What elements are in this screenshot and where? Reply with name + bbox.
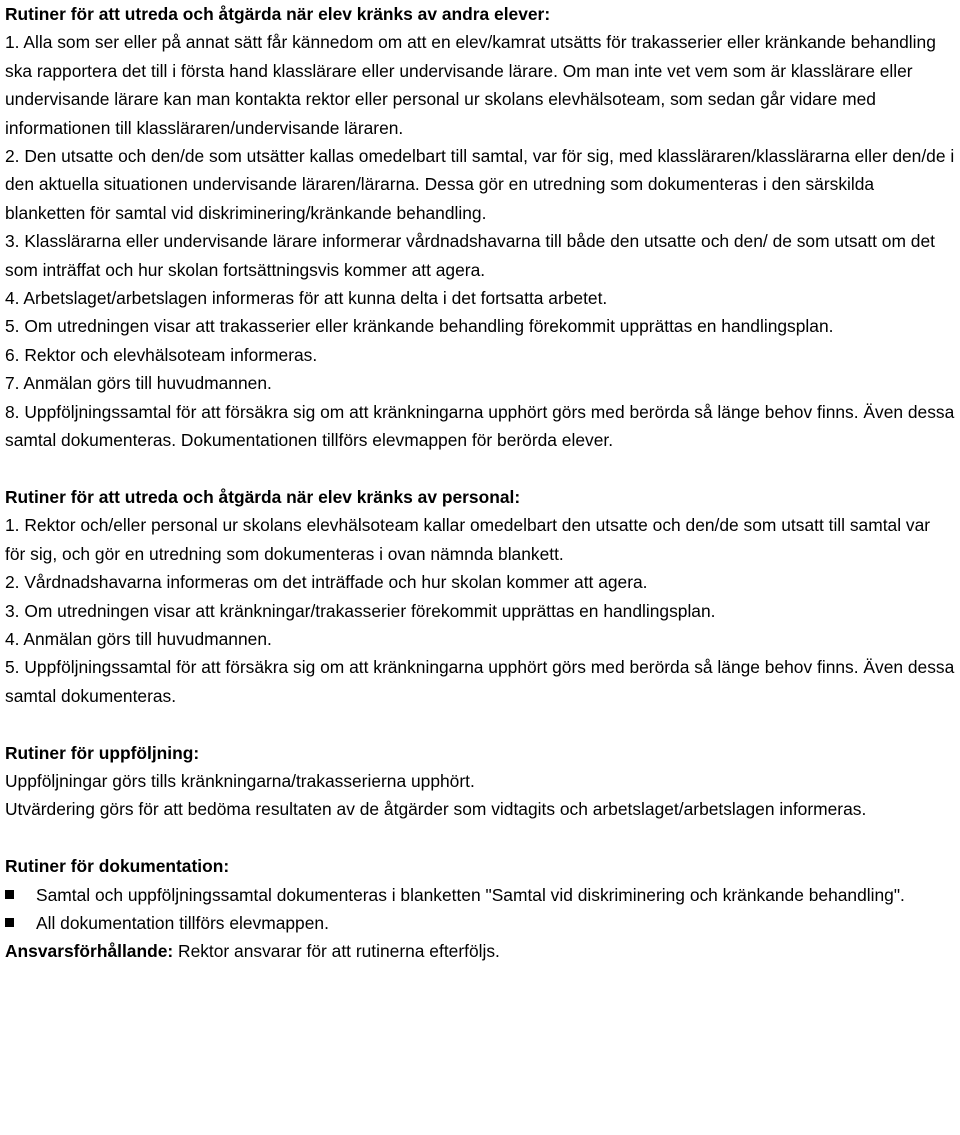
responsibility-line <box>5 937 955 965</box>
section-staff <box>5 483 955 710</box>
section-followup <box>5 739 955 824</box>
list-item: 5. Uppföljningssamtal för att försäkra sig om att kränkningarna upphört görs med berörda så länge behov finns. Även dessa samtal dokumenteras. <box>5 657 955 706</box>
list-item: 6. Rektor och elevhälsoteam informeras. <box>5 344 318 365</box>
responsibility-text: Rektor ansvarar för att rutinerna efterföljs. <box>173 941 500 962</box>
list-item: 3. Klasslärarna eller undervisande lärare informerar vårdnadshavarna till både den utsatte och den/ de som utsatt om det som inträffat och hur skolan fortsättningsvis kommer att agera. <box>5 231 935 280</box>
square-bullet-icon <box>5 918 14 927</box>
list-item: 8. Uppföljningssamtal för att försäkra sig om att kränkningarna upphört görs med berörda så länge behov finns. Även dessa samtal dokumenteras. Dokumentationen tillförs elevmappen för berörda elever. <box>5 401 955 451</box>
section-gap <box>5 710 955 738</box>
bullet-item <box>5 881 955 909</box>
bullet-text: All dokumentation tillförs elevmappen. <box>36 912 329 933</box>
list-item: 5. Om utredningen visar att trakasserier eller kränkande behandling förekommit upprättas en handlingsplan. <box>5 316 834 337</box>
list-item: Uppföljningar görs tills kränkningarna/trakasserierna upphört. <box>5 770 475 791</box>
section-students <box>5 0 955 455</box>
list-item: 2. Den utsatte och den/de som utsätter kallas omedelbart till samtal, var för sig, med klassläraren/klasslärarna eller den/de i den aktuella situationen undervisande läraren/lärarna. Dessa gör en utredning som dokumenteras i den särskilda blanketten för samtal vid diskriminering/kränkande behandling. <box>5 146 955 223</box>
list-item: 4. Anmälan görs till huvudmannen. <box>5 628 272 649</box>
section-heading: Rutiner för uppföljning: <box>5 742 200 763</box>
list-item: 4. Arbetslaget/arbetslagen informeras för att kunna delta i det fortsatta arbetet. <box>5 288 608 309</box>
section-gap <box>5 455 955 483</box>
section-documentation <box>5 852 955 966</box>
section-heading: Rutiner för att utreda och åtgärda när elev kränks av personal: <box>5 486 521 507</box>
section-gap <box>5 824 955 852</box>
list-item: Utvärdering görs för att bedöma resultaten av de åtgärder som vidtagits och arbetslaget/arbetslagen informeras. <box>5 799 867 820</box>
responsibility-label: Ansvarsförhållande: <box>5 941 174 962</box>
list-item: 2. Vårdnadshavarna informeras om det inträffade och hur skolan kommer att agera. <box>5 572 648 593</box>
section-heading: Rutiner för dokumentation: <box>5 856 230 877</box>
list-item: 7. Anmälan görs till huvudmannen. <box>5 373 272 394</box>
list-item: 1. Alla som ser eller på annat sätt får kännedom om att en elev/kamrat utsätts för trakasserier eller kränkande behandling ska rapportera det till i första hand klasslärare eller undervisande lärare. Om man inte vet vem som är klasslärare eller undervisande lärare kan man kontakta rektor eller personal ur skolans elevhälsoteam, som sedan går vidare med informationen till klassläraren/undervisande läraren. <box>5 32 936 138</box>
square-bullet-icon <box>5 890 14 899</box>
list-item: 1. Rektor och/eller personal ur skolans elevhälsoteam kallar omedelbart den utsatte och den/de som utsatt till samtal var för sig, och gör en utredning som dokumenteras i ovan nämnda blankett. <box>5 515 931 564</box>
section-heading: Rutiner för att utreda och åtgärda när elev kränks av andra elever: <box>5 4 551 24</box>
bullet-text: Samtal och uppföljningssamtal dokumenteras i blanketten "Samtal vid diskriminering och kränkande behandling". <box>36 884 905 905</box>
list-item: 3. Om utredningen visar att kränkningar/trakasserier förekommit upprättas en handlingsplan. <box>5 600 716 621</box>
bullet-item <box>5 909 955 937</box>
